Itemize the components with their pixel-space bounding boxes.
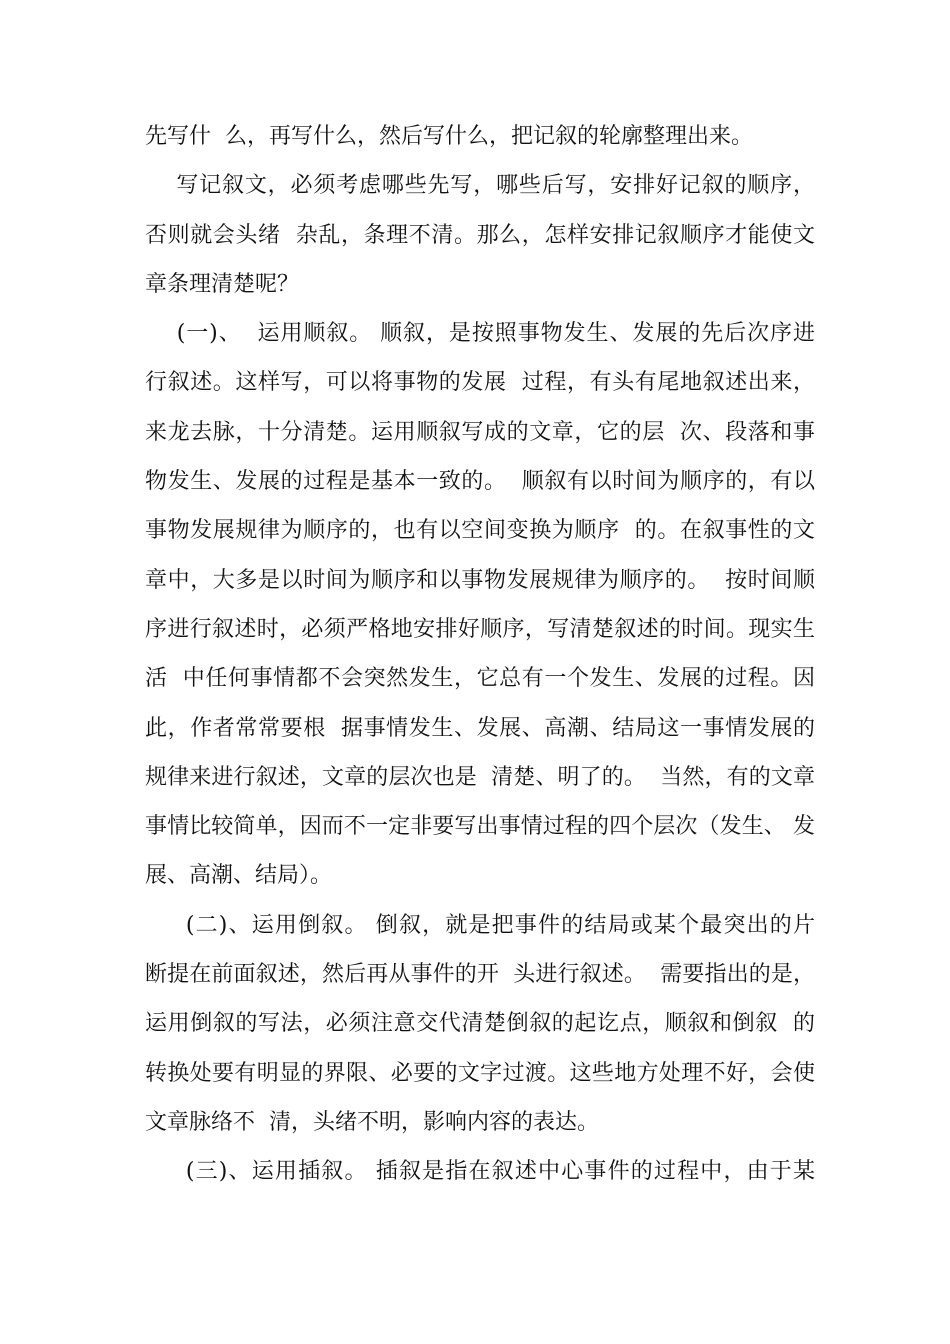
text-line: 规律来进行叙述，文章的层次也是 清楚、明了的。 当然，有的文章 [145,764,815,790]
text-line: 序进行叙述时，必须严格地安排好顺序，写清楚叙述的时间。现实生 [145,616,815,642]
text-line: 章中，大多是以时间为顺序和以事物发展规律为顺序的。 按时间顺 [145,567,815,593]
text-line: 先写什 么，再写什么，然后写什么，把记叙的轮廓整理出来。 [145,124,753,149]
text-line: 行叙述。这样写，可以将事物的发展 过程，有头有尾地叙述出来， [145,370,815,396]
text-line: 事物发展规律为顺序的，也有以空间变换为顺序 的。在叙事性的文 [145,518,815,544]
text-line: (一)、 运用顺叙。 顺叙，是按照事物发生、发展的先后次序进 [145,321,815,347]
text-line: 事情比较简单，因而不一定非要写出事情过程的四个层次（发生、 发 [145,814,815,840]
text-line: (三)、运用插叙。 插叙是指在叙述中心事件的过程中，由于某 [145,1159,815,1185]
text-line: 转换处要有明显的界限、必要的文字过渡。这些地方处理不好，会使 [145,1060,815,1086]
text-line: 运用倒叙的写法，必须注意交代清楚倒叙的起讫点，顺叙和倒叙 的 [145,1011,815,1037]
text-line: 文章脉络不 清，头绪不明，影响内容的表达。 [145,1109,599,1135]
text-line: 此，作者常常要根 据事情发生、发展、高潮、结局这一事情发展的 [145,715,815,741]
text-line: 断提在前面叙述，然后再从事件的开 头进行叙述。 需要指出的是， [145,962,815,988]
text-line: 章条理清楚呢？ [145,271,300,297]
text-line: 来龙去脉，十分清楚。运用顺叙写成的文章，它的层 次、段落和事 [145,419,815,445]
text-line: (二)、运用倒叙。 倒叙，就是把事件的结局或某个最突出的片 [145,912,815,938]
text-line: 否则就会头绪 杂乱，条理不清。那么，怎样安排记叙顺序才能使文 [145,222,815,248]
text-line: 活 中任何事情都不会突然发生，它总有一个发生、发展的过程。因 [145,666,815,692]
body-text [145,112,815,1197]
text-line: 物发生、发展的过程是基本一致的。 顺叙有以时间为顺序的，有以 [145,469,815,495]
text-line: 写记叙文，必须考虑哪些先写，哪些后写，安排好记叙的顺序， [145,173,815,199]
text-line: 展、高潮、结局）。 [145,863,333,889]
